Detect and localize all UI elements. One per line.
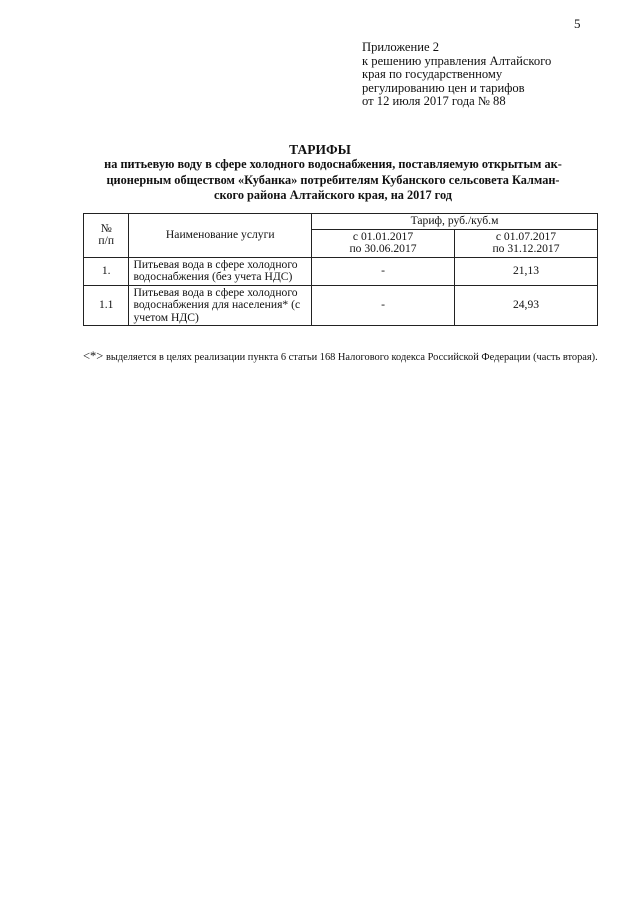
appendix-line: от 12 июля 2017 года № 88: [362, 94, 506, 109]
footnote-text: выделяется в целях реализации пункта 6 статьи 168 Налогового кодекса Российской Федерации (часть вторая).: [103, 352, 598, 363]
table-header-row: [84, 214, 598, 230]
row-period-1-value: -: [312, 285, 455, 326]
header-number-line1: №: [100, 221, 112, 235]
appendix-line: Приложение 2: [362, 40, 440, 54]
row-number: 1.1: [84, 285, 129, 326]
row-number: 1.: [84, 257, 129, 285]
document-subtitle: [78, 157, 588, 204]
appendix-header: [362, 41, 592, 109]
footnote: [83, 349, 598, 365]
row-period-2-value: 24,93: [455, 285, 598, 326]
subtitle-line: ционерным обществом «Кубанка» потребителям Кубанского сельсовета Калман-: [106, 172, 560, 187]
header-period-1: [312, 229, 455, 257]
header-number: [84, 214, 129, 258]
header-service: Наименование услуги: [129, 214, 312, 258]
table-row: [84, 257, 598, 285]
document-title: ТАРИФЫ: [289, 142, 351, 157]
tariff-table: [83, 213, 598, 326]
row-service: Питьевая вода в сфере холодного водоснабжения для населения* (с учетом НДС): [129, 285, 312, 326]
period-2-end: по 31.12.2017: [492, 242, 560, 255]
page-number: 5: [574, 16, 581, 31]
row-period-1-value: -: [312, 257, 455, 285]
row-period-2-value: 21,13: [455, 257, 598, 285]
header-tariff: Тариф, руб./куб.м: [312, 214, 598, 230]
footnote-mark: <*>: [83, 349, 104, 363]
appendix-line: края по государственному: [362, 67, 503, 82]
header-number-line2: п/п: [98, 234, 115, 248]
appendix-line: к решению управления Алтайского: [362, 53, 552, 68]
header-period-2: [455, 229, 598, 257]
period-2-start: с 01.07.2017: [495, 229, 557, 243]
appendix-line: регулированию цен и тарифов: [362, 80, 525, 95]
table-row: [84, 285, 598, 326]
row-service: Питьевая вода в сфере холодного водоснабжения (без учета НДС): [129, 257, 312, 285]
subtitle-line: на питьевую воду в сфере холодного водоснабжения, поставляемую открытым ак-: [104, 157, 562, 171]
subtitle-line: ского района Алтайского края, на 2017 год: [214, 188, 452, 202]
period-1-start: с 01.01.2017: [352, 229, 414, 243]
period-1-end: по 30.06.2017: [349, 242, 417, 255]
